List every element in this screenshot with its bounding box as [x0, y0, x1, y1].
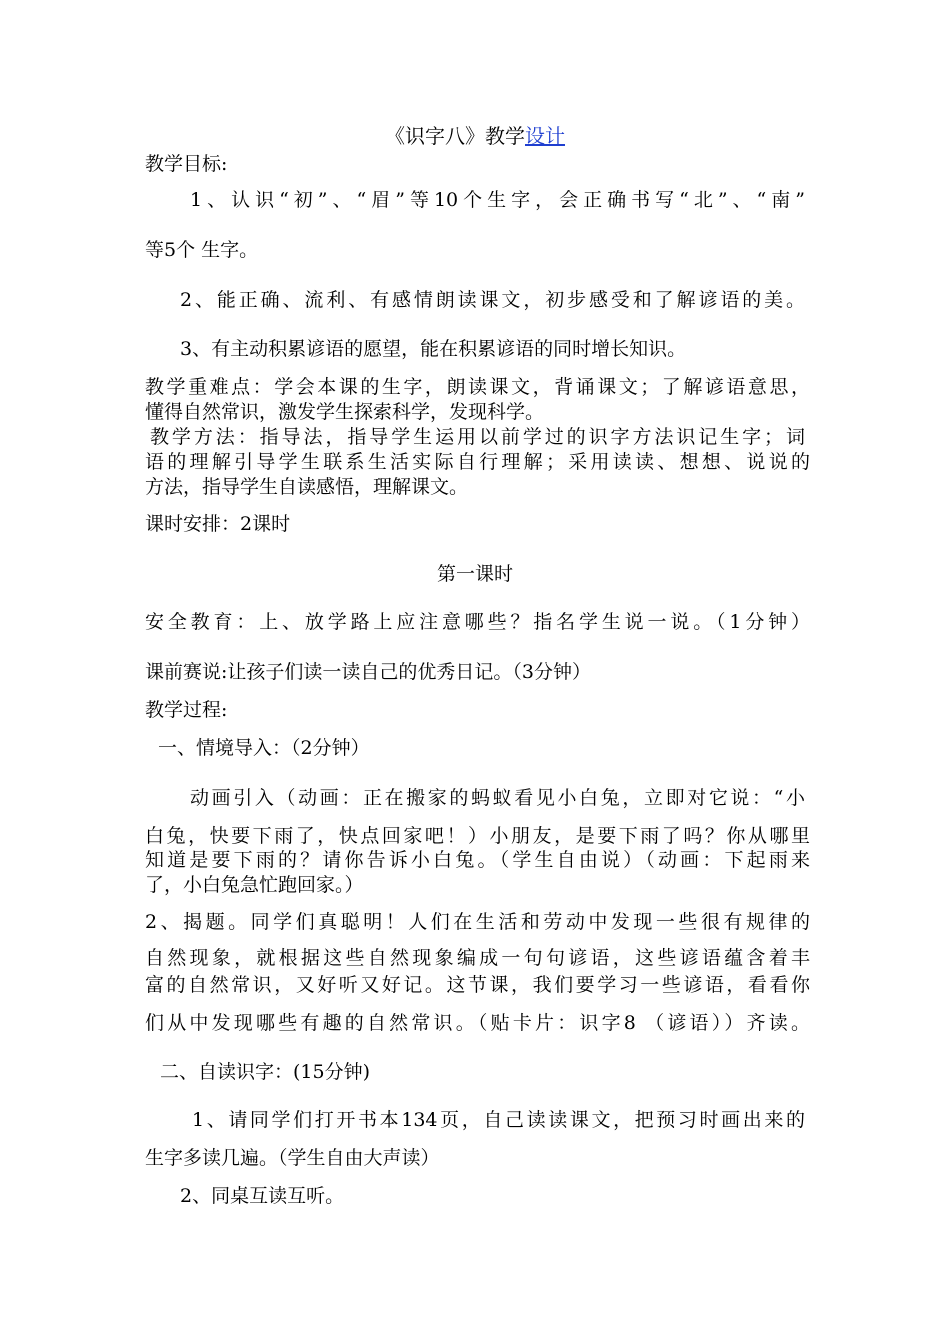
pre-class-talk: 课前赛说:让孩子们读一读自己的优秀日记。（3分钟）: [145, 661, 591, 683]
intro-line-4: 了，小白兔急忙跑回家。）: [145, 874, 364, 896]
topic-line-2: 自然现象，就根据这些自然现象编成一句句谚语，这些谚语蕴含着丰: [145, 947, 810, 969]
intro-line-1: 动画引入（动画：正在搬家的蚂蚁看见小白兔，立即对它说：“小: [190, 787, 805, 809]
key-points-line-1: 教学重难点：学会本课的生字，朗读课文，背诵课文；了解谚语意思，: [145, 376, 810, 398]
page-title: [0, 124, 950, 148]
heading-objectives: 教学目标:: [145, 153, 228, 175]
lesson-heading: 第一课时: [436, 563, 513, 585]
methods-line-1: 教学方法：指导法，指导学生运用以前学过的识字方法识记生字；词: [150, 426, 805, 448]
intro-line-3: 知道是要下雨的？请你告诉小白兔。（学生自由说）（动画：下起雨来: [145, 849, 810, 871]
objective-1-line-1: 1、认识“初”、“眉”等10个生字，会正确书写“北”、“南”: [190, 189, 805, 211]
methods-line-2: 语的理解引导学生联系生活实际自行理解；采用读读、想想、说说的: [145, 451, 810, 473]
methods-line-3: 方法，指导学生自读感悟，理解课文。: [145, 476, 469, 498]
section-1-heading: 一、情境导入：（2分钟）: [158, 737, 370, 759]
intro-line-2: 白兔，快要下雨了，快点回家吧！）小朋友，是要下雨了吗？你从哪里: [145, 825, 810, 847]
section-2-heading: 二、自读识字：(15分钟): [160, 1061, 371, 1083]
title-text: 《识字八》教学: [385, 124, 525, 148]
objective-3: 3、有主动积累谚语的愿望，能在积累谚语的同时增长知识。: [180, 338, 687, 360]
safety-education: 安全教育：上、放学路上应注意哪些？指名学生说一说。（1分钟）: [145, 611, 810, 633]
key-points-line-2: 懂得自然常识，激发学生探索科学，发现科学。: [145, 401, 545, 423]
schedule: 课时安排：2课时: [145, 513, 291, 535]
topic-line-1: 2、揭题。同学们真聪明！人们在生活和劳动中发现一些很有规律的: [145, 911, 810, 933]
objective-2: 2、能正确、流利、有感情朗读课文，初步感受和了解谚语的美。: [180, 289, 805, 311]
read-step-1-line-1: 1、请同学们打开书本134页，自己读读课文，把预习时画出来的: [192, 1109, 805, 1131]
title-link[interactable]: 设计: [525, 124, 565, 148]
heading-process: 教学过程:: [145, 699, 228, 721]
topic-line-3: 富的自然常识，又好听又好记。这节课，我们要学习一些谚语，看看你: [145, 974, 810, 996]
objective-1-line-2: 等5个 生字。: [145, 239, 259, 261]
topic-line-4: 们从中发现哪些有趣的自然常识。（贴卡片：识字8 （谚语））齐读。: [145, 1012, 810, 1034]
read-step-2: 2、同桌互读互听。: [180, 1185, 345, 1207]
read-step-1-line-2: 生字多读几遍。（学生自由大声读）: [145, 1147, 440, 1169]
